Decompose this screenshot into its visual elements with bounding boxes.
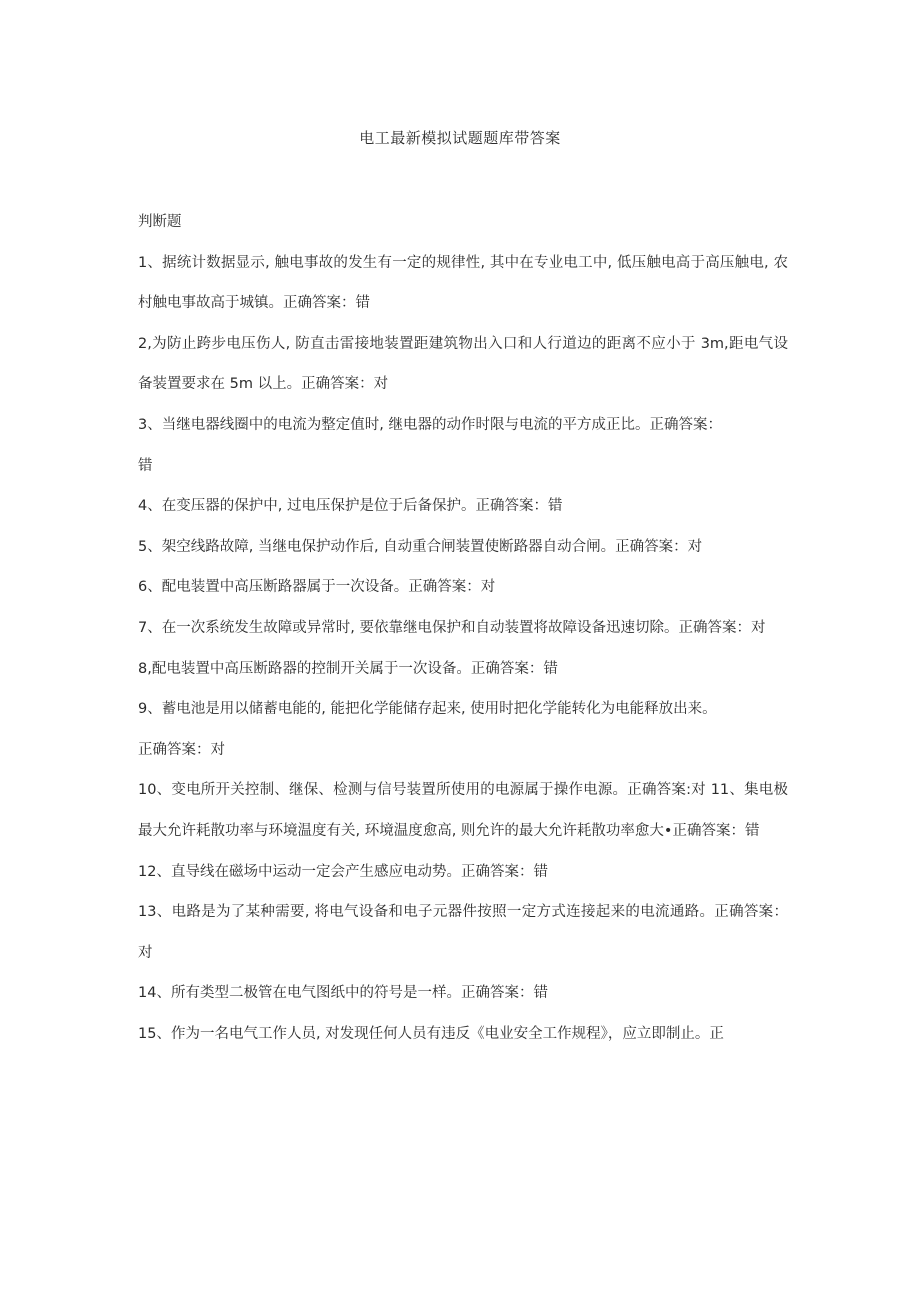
question-14: 14、所有类型二极管在电气图纸中的符号是一样。正确答案：错 <box>138 985 548 1002</box>
question-9: 9、蓄电池是用以储蓄电能的, 能把化学能储存起来, 使用时把化学能转化为电能释放出来。 <box>138 701 717 718</box>
question-2: 2,为防止跨步电压伤人, 防直击雷接地装置距建筑物出入口和人行道边的距离不应小于 3m,距电气设备装置要求在 5m 以上。正确答案：对 <box>138 335 788 393</box>
section-heading: 判断题 <box>138 214 182 230</box>
question-10-11: 10、变电所开关控制、继保、检测与信号装置所使用的电源属于操作电源。正确答案:对 11、集电极最大允许耗散功率与环境温度有关, 环境温度愈高, 则允许的最大允许耗散功率愈大•正确答案：错 <box>138 782 788 839</box>
question-3: 3、当继电器线圈中的电流为整定值时, 继电器的动作时限与电流的平方成正比。正确答案： <box>138 416 722 433</box>
document-body <box>138 202 788 1054</box>
question-6: 6、配电装置中高压断路器属于一次设备。正确答案：对 <box>138 579 496 596</box>
question-9-answer: 正确答案：对 <box>138 741 225 758</box>
question-7: 7、在一次系统发生故障或异常时, 要依靠继电保护和自动装置将故障设备迅速切除。正确答案：对 <box>138 619 766 636</box>
question-3-answer: 错 <box>138 457 153 474</box>
question-12: 12、直导线在磁场中运动一定会产生感应电动势。正确答案：错 <box>138 863 548 880</box>
question-4: 4、在变压器的保护中, 过电压保护是位于后备保护。正确答案：错 <box>138 498 563 515</box>
question-8: 8,配电装置中高压断路器的控制开关属于一次设备。正确答案：错 <box>138 660 558 677</box>
question-1: 1、据统计数据显示, 触电事故的发生有一定的规律性, 其中在专业电工中, 低压触电高于高压触电, 农村触电事故高于城镇。正确答案：错 <box>138 254 788 312</box>
question-5: 5、架空线路故障, 当继电保护动作后, 自动重合闸装置使断路器自动合闸。正确答案：对 <box>138 538 703 555</box>
question-13: 13、电路是为了某种需要, 将电气设备和电子元器件按照一定方式连接起来的电流通路。正确答案：对 <box>138 904 788 961</box>
question-15: 15、作为一名电气工作人员, 对发现任何人员有违反《电业安全工作规程》，应立即制止。正 <box>138 1025 724 1042</box>
document-title: 电工最新模拟试题题库带答案 <box>359 129 561 147</box>
